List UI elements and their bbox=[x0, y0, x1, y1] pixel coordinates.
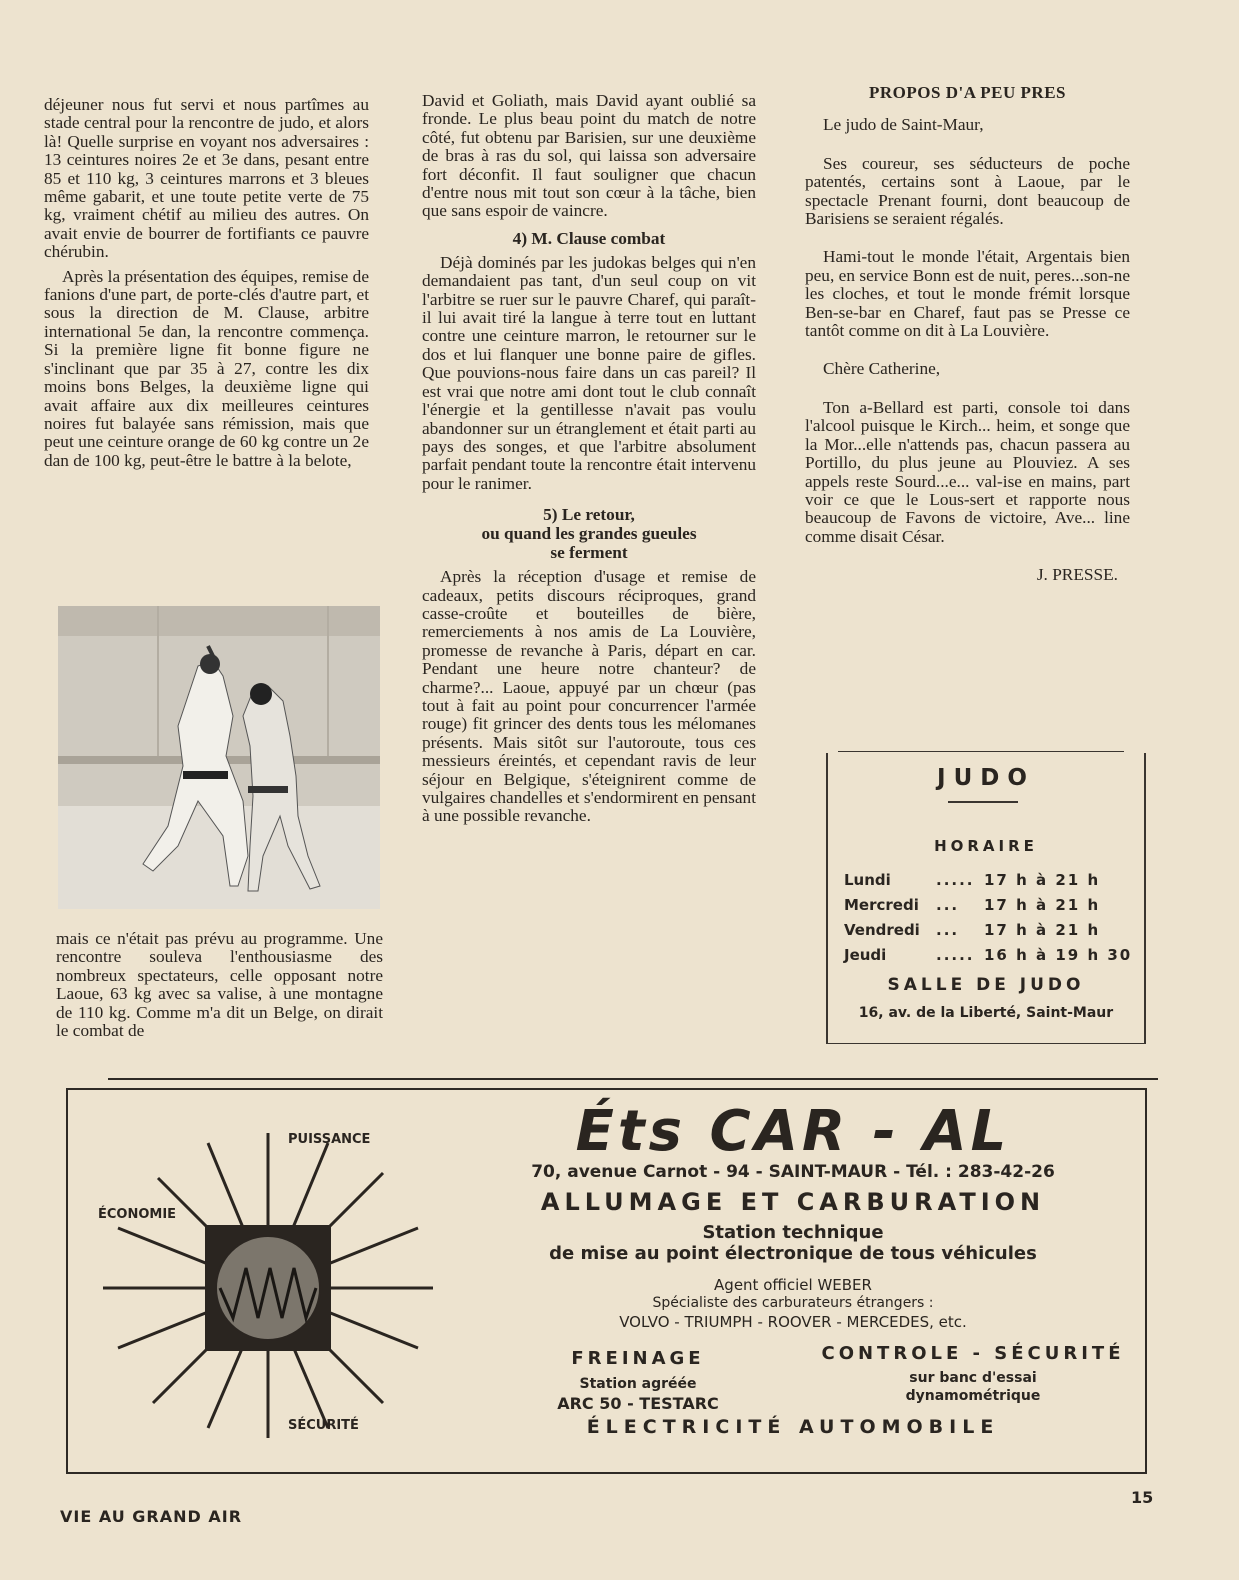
sunburst-gauge-graphic bbox=[98, 1118, 438, 1438]
right-paragraph-3: Hami-tout le monde l'était, Argentais bien peu, en service Bonn est de nuit, peres...son-ne les cloches, et tout le monde frémit lorsque Ben-se-bar en Charef, faut pas se Presse ce tantôt comme on dit à La Louvière. bbox=[805, 247, 1130, 341]
ad-arc: ARC 50 - TESTARC bbox=[557, 1394, 719, 1413]
schedule-table bbox=[844, 867, 1134, 967]
judo-title-rule bbox=[948, 801, 1018, 803]
schedule-day: Lundi bbox=[844, 870, 891, 889]
schedule-dots: ... bbox=[936, 920, 960, 939]
middle-paragraph-3: Après la réception d'usage et remise de cadeaux, petits discours réciproques, grand casse-croûte et bouteilles de bière, remerciements à nos amis de La Louvière, promesse de revanche à Paris, départ en car. Pendant une heure notre chanteur? de charme?... Laoue, appuyé par un chœur (pas tout à fait au point pour concurrencer l'armée rouge) fit grincer des dents tous les mélomanes présents. Mais sitôt sur l'autoroute, tous ces messieurs éreintés, et cependant ravis de leur séjour en Belgique, s'éteignirent comme de vulgaires chandelles et s'endormirent en pensant à une possible revanche. bbox=[422, 567, 756, 826]
ad-headline: ALLUMAGE ET CARBURATION bbox=[540, 1188, 1046, 1216]
ad-address: 70, avenue Carnot - 94 - SAINT-MAUR - Tél. : 283-42-26 bbox=[531, 1162, 1055, 1182]
ad-brands: VOLVO - TRIUMPH - ROOVER - MERCEDES, etc. bbox=[619, 1313, 967, 1331]
ad-outer-rule bbox=[108, 1078, 1158, 1080]
salle-heading: SALLE DE JUDO bbox=[887, 975, 1085, 995]
salle-address: 16, av. de la Liberté, Saint-Maur bbox=[858, 1005, 1114, 1021]
middle-paragraph-2: Déjà dominés par les judokas belges qui n'en demandaient pas tant, d'un seul coup on vit l'arbitre se ruer sur le pauvre Charef, qui paraît-il lui avait tiré la langue à terre tout en luttant contre une ceinture marron, le retourner sur le dos et lui flanquer une bonne paire de gifles. Que pouvions-nous faire dans un cas pareil? Il est vrai que notre ami dont tout le club connaît l'énergie et la gentillesse n'avait pas voulu abandonner sur un étranglement et était parti au pays des songes, et que l'arbitre absolument parfait pendant toute la rencontre était intervenu pour le ranimer. bbox=[422, 252, 756, 493]
signature: J. PRESSE. bbox=[1036, 565, 1118, 585]
middle-column bbox=[422, 92, 756, 832]
ad-agent: Agent officiel WEBER bbox=[714, 1276, 872, 1294]
section-5-title-line-3: se ferment bbox=[550, 543, 628, 563]
page-number: 15 bbox=[1131, 1488, 1154, 1507]
ad-banc-1: sur banc d'essai bbox=[909, 1370, 1037, 1386]
schedule-time: 17 h à 21 h bbox=[984, 920, 1101, 939]
right-paragraph-5: Ton a-Bellard est parti, console toi dans l'alcool puisque le Kirch... heim, et songe que la Mor...elle n'attends pas, chacun passera au Portillo, du plus jeune au Plouviez. A ses appels reste Sourd...e... val-ise en mains, part voir ce que le Lous-sert et rapporte nous beaucoup de Favons de victoire, Ave... line comme disait César. bbox=[805, 397, 1130, 546]
schedule-row bbox=[844, 917, 1134, 942]
gauge-icon bbox=[98, 1118, 438, 1438]
label-securite: SÉCURITÉ bbox=[288, 1418, 359, 1433]
label-economie: ÉCONOMIE bbox=[98, 1207, 177, 1222]
left-paragraph-3: mais ce n'était pas prévu au programme. Une rencontre souleva l'enthousiasme des nombreux spectateurs, celle opposant notre Laoue, 63 kg avec sa valise, à une montagne de 110 kg. Comme m'a dit un Belge, on dirait le combat de bbox=[56, 929, 383, 1041]
schedule-dots: ... bbox=[936, 895, 960, 914]
schedule-dots: ..... bbox=[936, 945, 975, 964]
ad-freinage: FREINAGE bbox=[571, 1348, 705, 1369]
horaire-heading: HORAIRE bbox=[934, 837, 1038, 855]
right-column bbox=[805, 84, 1130, 605]
car-al-advertisement bbox=[66, 1088, 1147, 1474]
schedule-time: 17 h à 21 h bbox=[984, 870, 1101, 889]
section-4-title: 4) M. Clause combat bbox=[512, 228, 666, 248]
ad-station-agreee: Station agréée bbox=[579, 1376, 697, 1392]
schedule-row bbox=[844, 892, 1134, 917]
ad-station-2: de mise au point électronique de tous véhicules bbox=[549, 1243, 1037, 1264]
schedule-dots: ..... bbox=[936, 870, 975, 889]
ad-specialist: Spécialiste des carburateurs étrangers : bbox=[652, 1295, 934, 1311]
section-5-title-line-2: ou quand les grandes gueules bbox=[481, 524, 697, 544]
box-top-rule bbox=[838, 751, 1124, 752]
ad-electricite: ÉLECTRICITÉ AUTOMOBILE bbox=[586, 1416, 1000, 1438]
schedule-time: 17 h à 21 h bbox=[984, 895, 1101, 914]
schedule-day: Mercredi bbox=[844, 895, 919, 914]
ad-controle: CONTROLE - SÉCURITÉ bbox=[821, 1343, 1125, 1364]
schedule-row bbox=[844, 942, 1134, 967]
judo-schedule-box bbox=[826, 753, 1146, 1044]
company-name: Éts CAR - AL bbox=[575, 1099, 1011, 1164]
section-5-title-line-1: 5) Le retour, bbox=[543, 505, 635, 525]
judo-box-title: JUDO bbox=[937, 765, 1035, 791]
left-paragraph-2: Après la présentation des équipes, remise de fanions d'une part, de porte-clés d'autre part, et sous la direction de M. Clause, arbitre international 5e dan, la rencontre commença. Si la première ligne fit bonne figure ne s'inclinant que par 35 à 27, contre les dix moins bons Belges, la deuxième ligne qui avait affaire aux dix meilleures ceintures noires fut balayée sans rémission, mais que peut une ceinture orange de 60 kg contre un 2e dan de 100 kg, peut-être le battre à la belote, bbox=[44, 266, 369, 470]
schedule-day: Vendredi bbox=[844, 920, 920, 939]
section-5-title bbox=[422, 505, 756, 562]
schedule-day: Jeudi bbox=[844, 945, 887, 964]
ad-station-1: Station technique bbox=[702, 1222, 884, 1243]
label-puissance: PUISSANCE bbox=[288, 1132, 371, 1147]
magazine-title: VIE AU GRAND AIR bbox=[60, 1507, 243, 1526]
left-column-continued bbox=[56, 930, 383, 1046]
left-column bbox=[44, 96, 369, 476]
ad-banc-2: dynamométrique bbox=[905, 1388, 1041, 1404]
left-paragraph-1: déjeuner nous fut servi et nous partîmes au stade central pour la rencontre de judo, et alors là! Quelle surprise en voyant nos adversaires : 13 ceintures noires 2e et 3e dans, pesant entre 85 et 110 kg, 3 ceintures marrons et 3 bleues même gabarit, et une toute petite verte de 75 kg, vraiment chétif au milieu des autres. On avait envie de bourrer de fortifiants ce pauvre chérubin. bbox=[44, 95, 369, 262]
judo-fighters-image bbox=[58, 606, 380, 909]
right-paragraph-2: Ses coureur, ses séducteurs de poche patentés, certains sont à Laoue, par le spectacle Prenant fourni, dont beaucoup de Barisiens se seraient régalés. bbox=[805, 153, 1130, 229]
right-paragraph-1: Le judo de Saint-Maur, bbox=[823, 115, 984, 135]
middle-paragraph-1: David et Goliath, mais David ayant oublié sa fronde. Le plus beau point du match de notre côté, fut obtenu par Barisien, sur une deuxième de bras à ras du sol, qui laissa son adversaire fort déconfit. Il faut souligner que chacun d'entre nous mit tout son cœur à la tâche, bien que sans espoir de vaincre. bbox=[422, 91, 756, 221]
schedule-row bbox=[844, 867, 1134, 892]
judo-photo bbox=[58, 606, 380, 909]
right-paragraph-4: Chère Catherine, bbox=[823, 359, 941, 379]
schedule-time: 16 h à 19 h 30 bbox=[984, 945, 1133, 964]
propos-title: PROPOS D'A PEU PRES bbox=[869, 83, 1066, 102]
